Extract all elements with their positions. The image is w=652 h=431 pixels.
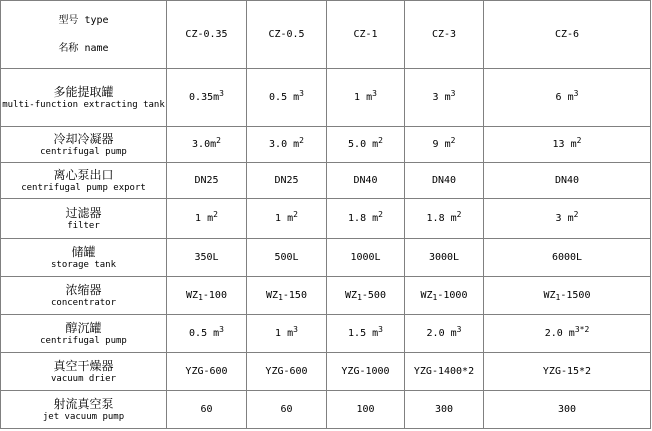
value-superscript: 3 (378, 324, 383, 334)
value-cell (167, 199, 247, 239)
model-header-cell: CZ-0.35 (167, 1, 247, 69)
value-subscript: 1 (278, 292, 283, 302)
value-main: 100 (356, 403, 375, 415)
value-cell (484, 163, 651, 199)
table-row (1, 199, 651, 239)
table-row (1, 69, 651, 127)
value-text (432, 175, 456, 186)
value-main: 1 m (275, 327, 294, 339)
value-main: YZG-600 (185, 365, 228, 377)
item-name-en: centrifugal pump (40, 146, 127, 157)
value-main: WZ (345, 289, 358, 301)
value-main: 500L (274, 251, 299, 263)
value-main: 350L (194, 251, 219, 263)
value-cell (167, 127, 247, 163)
value-cell (327, 353, 405, 391)
value-cell (247, 127, 327, 163)
value-text (544, 290, 591, 301)
model-header-cell: CZ-6 (484, 1, 651, 69)
value-text (432, 88, 456, 103)
item-name-zh: 射流真空泵 (53, 396, 114, 411)
value-cell (327, 163, 405, 199)
value-cell (405, 315, 484, 353)
value-cell (167, 315, 247, 353)
header-row (1, 1, 651, 69)
value-cell (247, 391, 327, 429)
value-main: WZ (420, 289, 433, 301)
value-cell (327, 239, 405, 277)
value-cell (327, 199, 405, 239)
item-label-cell (1, 69, 167, 127)
value-tail: -500 (361, 289, 386, 301)
value-text (432, 135, 456, 150)
value-cell (247, 69, 327, 127)
value-tail: -150 (282, 289, 307, 301)
value-superscript: 2 (456, 209, 462, 219)
value-text (280, 404, 292, 415)
item-name-en: jet vacuum pump (42, 411, 125, 422)
value-cell (484, 239, 651, 277)
value-main: DN40 (554, 174, 580, 186)
item-name-en: filter (67, 220, 100, 231)
value-cell (247, 239, 327, 277)
item-label-cell (1, 391, 167, 429)
value-superscript: 2 (450, 135, 456, 145)
value-text (555, 88, 579, 103)
value-main: 1000L (350, 251, 381, 263)
value-cell (247, 199, 327, 239)
value-tail: -1500 (560, 289, 591, 301)
table-row (1, 163, 651, 199)
value-main: WZ (186, 289, 199, 301)
value-cell (405, 69, 484, 127)
item-name-en: concentrator (50, 297, 117, 308)
value-superscript: 3 (299, 88, 304, 98)
table-row (1, 127, 651, 163)
model-header-cell: CZ-1 (327, 1, 405, 69)
value-text (555, 175, 579, 186)
value-superscript: 3 (372, 88, 377, 98)
value-main: WZ (543, 289, 556, 301)
value-superscript: 2 (293, 209, 298, 219)
value-cell (247, 163, 327, 199)
value-main: 0.5 m (269, 91, 300, 103)
value-text (348, 135, 383, 150)
table-row (1, 315, 651, 353)
value-main: YZG-1000 (341, 365, 390, 377)
value-cell (484, 127, 651, 163)
value-superscript: 2 (378, 209, 383, 219)
value-superscript: 2 (576, 135, 582, 145)
value-text (269, 135, 304, 150)
value-text (426, 324, 462, 339)
value-text (265, 366, 307, 377)
value-text (421, 290, 468, 301)
value-main: YZG-600 (265, 365, 308, 377)
value-main: 60 (280, 403, 293, 415)
value-main: 1.5 m (348, 327, 379, 339)
value-cell (405, 277, 484, 315)
value-text (350, 252, 380, 263)
value-main: 0.5 m (189, 327, 220, 339)
value-main: 3.0 m (269, 138, 300, 150)
table-row (1, 391, 651, 429)
value-cell (167, 353, 247, 391)
value-text (269, 88, 304, 103)
value-main: DN25 (274, 174, 299, 186)
value-superscript: 3 (219, 324, 224, 334)
value-main: 60 (200, 403, 213, 415)
value-superscript: 3 (456, 324, 462, 334)
model-header-cell: CZ-0.5 (247, 1, 327, 69)
item-label-cell (1, 127, 167, 163)
value-subscript: 1 (357, 292, 362, 302)
item-label-cell (1, 239, 167, 277)
value-cell (327, 127, 405, 163)
value-text (552, 135, 582, 150)
value-subscript: 1 (432, 292, 438, 302)
value-main: 2.0 m (544, 327, 575, 339)
value-superscript: 3 (450, 88, 456, 98)
item-name-zh: 储罐 (71, 244, 96, 259)
item-label-cell (1, 277, 167, 315)
value-superscript: 2 (216, 135, 221, 145)
value-text (555, 209, 579, 224)
value-cell (405, 239, 484, 277)
value-text (429, 252, 459, 263)
value-tail: -100 (202, 289, 227, 301)
header-label-cell (1, 1, 167, 69)
value-cell (484, 69, 651, 127)
item-name-zh: 多能提取罐 (53, 84, 114, 99)
value-main: 9 m (432, 138, 451, 150)
value-main: 6 m (555, 91, 574, 103)
value-main: 2.0 m (426, 327, 457, 339)
value-main: 3000L (428, 251, 460, 263)
value-text (195, 209, 218, 224)
item-name-zh: 过滤器 (65, 205, 102, 220)
value-text (194, 252, 218, 263)
item-label-cell (1, 353, 167, 391)
value-cell (247, 315, 327, 353)
item-name-zh: 浓缩器 (65, 282, 102, 297)
value-cell (167, 69, 247, 127)
value-superscript: 2 (213, 209, 218, 219)
value-text (274, 252, 298, 263)
value-main: 6000L (551, 251, 583, 263)
value-text (348, 209, 383, 224)
value-cell (167, 163, 247, 199)
value-cell (247, 353, 327, 391)
value-text (558, 404, 576, 415)
value-text (345, 290, 386, 301)
value-cell (167, 391, 247, 429)
value-superscript: 3 (219, 88, 224, 98)
value-cell (484, 353, 651, 391)
item-name-en: centrifugal pump export (21, 182, 146, 193)
value-tail: -1000 (437, 289, 468, 301)
value-superscript: 2 (378, 135, 383, 145)
value-text (354, 88, 377, 103)
value-main: WZ (266, 289, 279, 301)
value-superscript: 2 (573, 209, 579, 219)
value-text (192, 135, 221, 150)
value-main: 1.8 m (348, 212, 379, 224)
value-main: 3 m (555, 212, 574, 224)
item-name-zh: 离心泵出口 (53, 167, 114, 182)
value-main: 5.0 m (348, 138, 379, 150)
value-text (275, 209, 298, 224)
value-text (435, 404, 453, 415)
value-text (552, 252, 582, 263)
value-main: 3.0m (192, 138, 217, 150)
item-label-cell (1, 163, 167, 199)
value-superscript: 3 (573, 88, 579, 98)
value-text (414, 366, 474, 377)
value-text (543, 366, 591, 377)
spec-table-body (1, 1, 651, 429)
item-name-en: storage tank (50, 259, 117, 270)
table-row (1, 239, 651, 277)
value-main: 0.35m (189, 91, 220, 103)
value-superscript: 3 (293, 324, 298, 334)
value-cell (247, 277, 327, 315)
value-text (353, 175, 377, 186)
value-cell (327, 69, 405, 127)
value-text (266, 290, 307, 301)
value-main: 1 m (195, 212, 214, 224)
value-cell (484, 315, 651, 353)
value-subscript: 1 (198, 292, 203, 302)
model-header-cell: CZ-3 (405, 1, 484, 69)
value-text (186, 290, 227, 301)
value-subscript: 1 (555, 292, 561, 302)
value-main: DN40 (353, 174, 378, 186)
value-main: 1.8 m (426, 212, 457, 224)
item-name-en: centrifugal pump (40, 335, 127, 346)
value-cell (405, 353, 484, 391)
value-cell (405, 127, 484, 163)
item-name-en: multi-function extracting tank (2, 99, 165, 110)
value-text (274, 175, 298, 186)
table-row (1, 353, 651, 391)
value-cell (405, 391, 484, 429)
value-main: YZG-1400*2 (413, 365, 475, 377)
value-text (194, 175, 218, 186)
value-main: DN25 (194, 174, 219, 186)
item-name-zh: 醇沉罐 (65, 320, 102, 335)
value-cell (327, 277, 405, 315)
value-main: 300 (434, 403, 454, 415)
item-name-zh: 真空干燥器 (53, 358, 114, 373)
value-cell (484, 391, 651, 429)
table-row (1, 277, 651, 315)
item-label-cell (1, 199, 167, 239)
value-text (341, 366, 389, 377)
value-text (189, 324, 224, 339)
value-main: YZG-15*2 (542, 365, 592, 377)
value-text (544, 324, 590, 339)
item-name-en: vacuum drier (50, 373, 117, 384)
item-label-cell (1, 315, 167, 353)
value-main: 300 (557, 403, 577, 415)
value-cell (327, 315, 405, 353)
value-main: 1 m (275, 212, 294, 224)
value-text (185, 366, 227, 377)
value-text (356, 404, 374, 415)
value-main: 1 m (354, 91, 373, 103)
value-text (426, 209, 462, 224)
name-label: 名称 name (58, 42, 109, 54)
value-cell (405, 163, 484, 199)
value-cell (484, 277, 651, 315)
value-main: 3 m (432, 91, 451, 103)
value-superscript: 3*2 (574, 324, 590, 334)
value-superscript: 2 (299, 135, 304, 145)
value-text (189, 88, 224, 103)
value-text (348, 324, 383, 339)
value-cell (167, 239, 247, 277)
value-text (200, 404, 212, 415)
value-cell (484, 199, 651, 239)
value-cell (327, 391, 405, 429)
value-text (275, 324, 298, 339)
item-name-zh: 冷却冷凝器 (53, 131, 114, 146)
value-cell (405, 199, 484, 239)
type-label: 型号 type (58, 14, 109, 26)
value-main: DN40 (431, 174, 457, 186)
value-cell (167, 277, 247, 315)
value-main: 13 m (552, 138, 577, 150)
